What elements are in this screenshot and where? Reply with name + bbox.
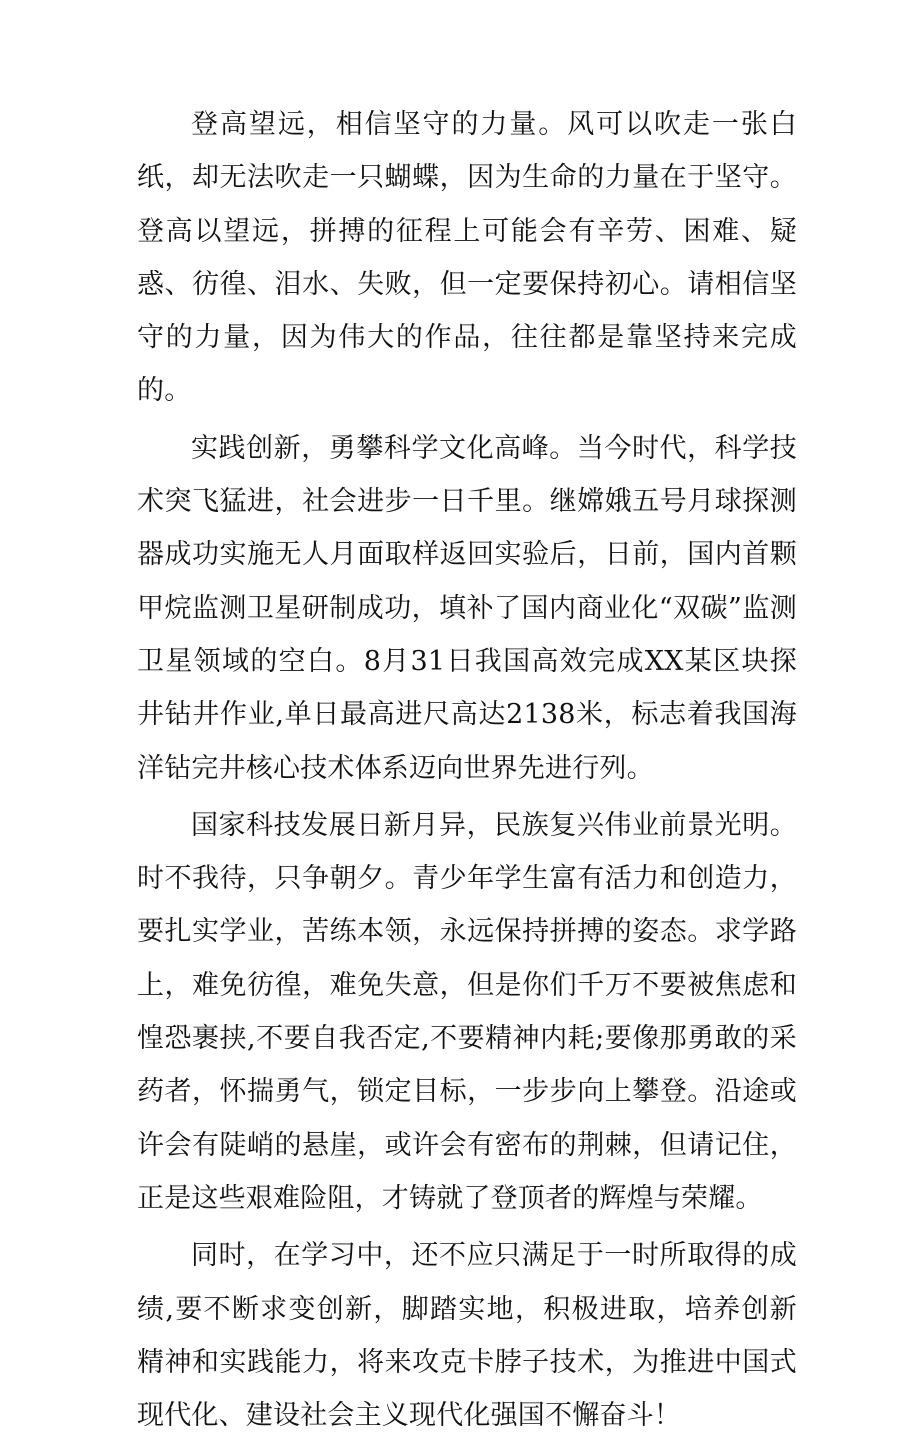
paragraph-national-development: 国家科技发展日新月异，民族复兴伟业前景光明。时不我待，只争朝夕。青少年学生富有活力和创造力，要扎实学业，苦练本领，永远保持拼搏的姿态。求学路上，难免彷徨，难免失意，但是你们千万不要被焦虑和惶恐裹挟,不要自我否定,不要精神内耗;要像那勇敢的采药者，怀揣勇气，锁定目标，一步步向上攀登。沿途或许会有陡峭的悬崖，或许会有密布的荆棘，但请记住，正是这些艰难险阻，才铸就了登顶者的辉煌与荣耀。 xyxy=(137,809,797,1214)
paragraph-conclusion: 同时，在学习中，还不应只满足于一时所取得的成绩,要不断求变创新，脚踏实地，积极进取，培养创新精神和实践能力，将来攻克卡脖子技术，为推进中国式现代化、建设社会主义现代化强国不懈奋斗！ xyxy=(137,1240,797,1432)
document-body xyxy=(137,98,797,1446)
paragraph-perseverance: 登高望远，相信坚守的力量。风可以吹走一张白纸，却无法吹走一只蝴蝶，因为生命的力量在于坚守。登高以望远，拼搏的征程上可能会有辛劳、困难、疑惑、彷徨、泪水、失败，但一定要保持初心。请相信坚守的力量，因为伟大的作品，往往都是靠坚持来完成的。 xyxy=(137,109,797,407)
paragraph-innovation: 实践创新，勇攀科学文化高峰。当今时代，科学技术突飞猛进，社会进步一日千里。继嫦娥五号月球探测器成功实施无人月面取样返回实验后，日前，国内首颗甲烷监测卫星研制成功，填补了国内商业化“双碳”监测卫星领域的空白。8月31日我国高效完成XX某区块探井钻井作业,单日最高进尺高达2138米，标志着我国海洋钻完井核心技术体系迈向世界先进行列。 xyxy=(137,432,797,784)
